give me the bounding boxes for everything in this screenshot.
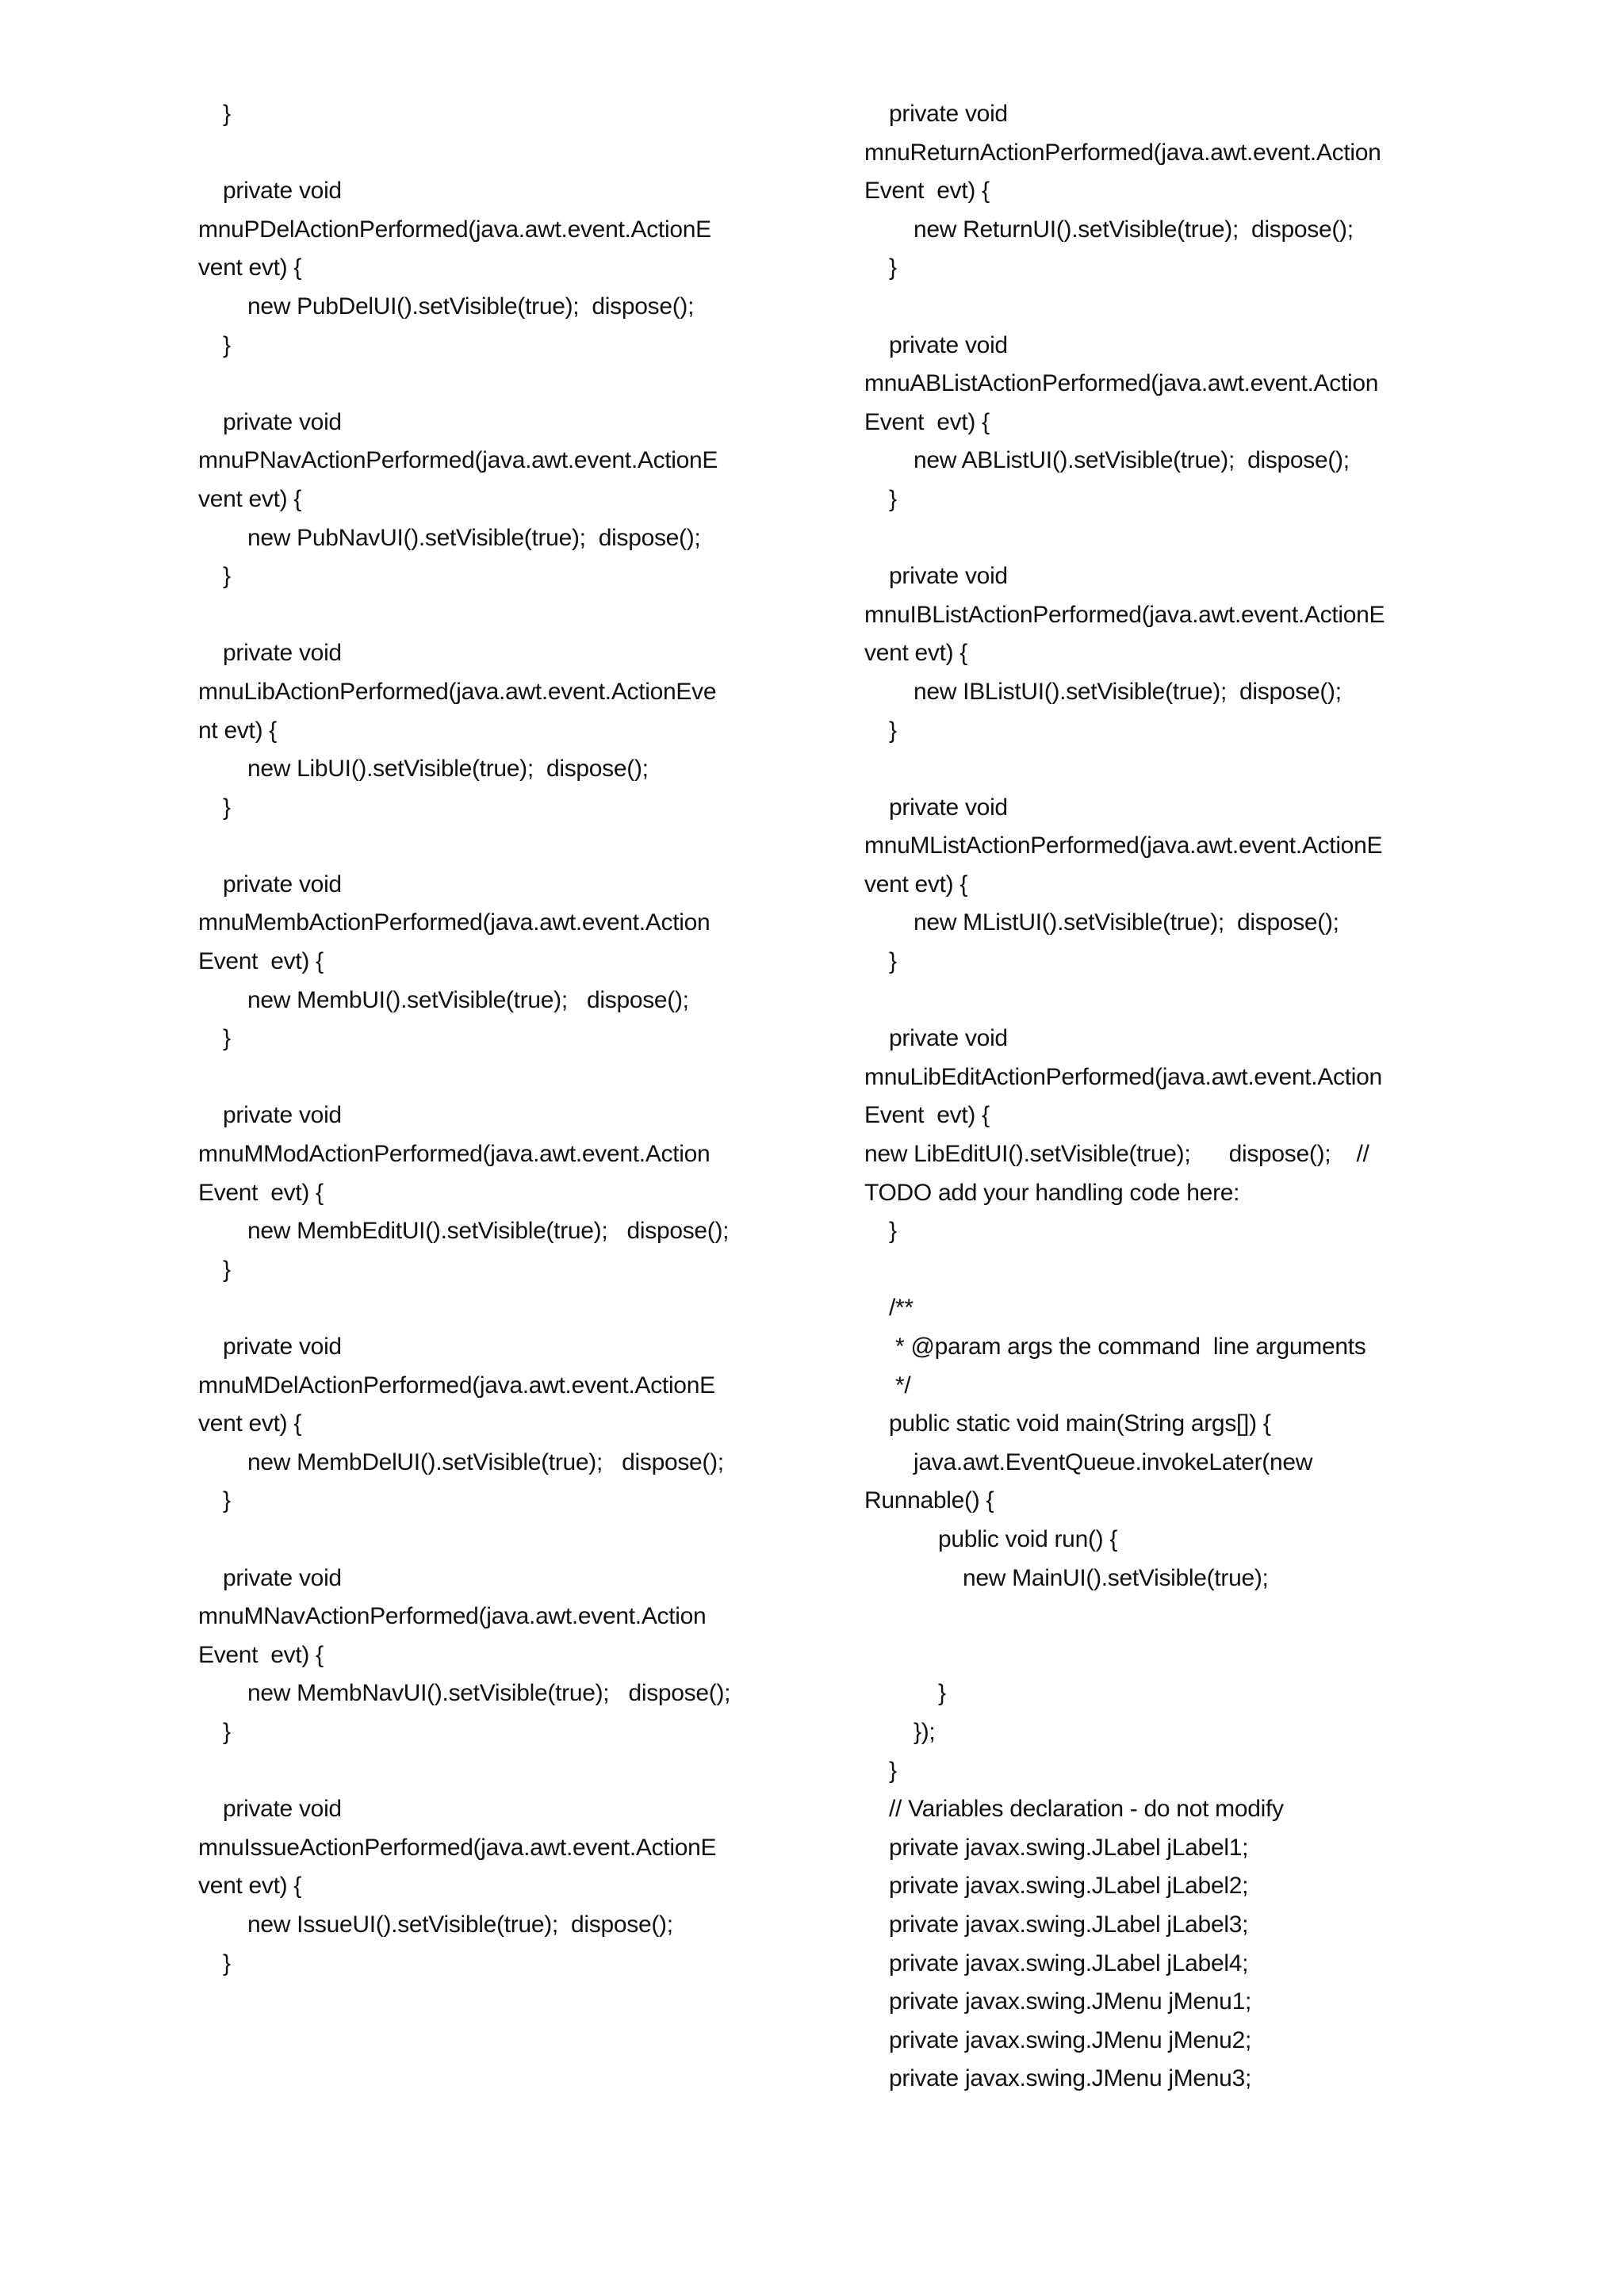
blank-line	[198, 365, 769, 404]
code-line: private void	[889, 331, 1008, 358]
code-line: vent evt) {	[198, 254, 302, 281]
code-line: vent evt) {	[864, 871, 968, 897]
code-line: new MainUI().setVisible(true);	[963, 1564, 1269, 1591]
code-line: }	[223, 563, 231, 590]
blank-line	[198, 1058, 769, 1097]
blank-line	[198, 134, 769, 173]
code-line: public void run() {	[938, 1525, 1118, 1552]
code-line: }	[889, 1218, 897, 1245]
code-line: Event evt) {	[864, 178, 990, 205]
code-line: private void	[223, 408, 342, 435]
code-line: private void	[223, 871, 342, 897]
code-line: new IssueUI().setVisible(true); dispose();	[247, 1911, 673, 1938]
code-line: new MembDelUI().setVisible(true); dispose();	[247, 1448, 724, 1475]
code-line: mnuMListActionPerformed(java.awt.event.ActionE	[864, 832, 1383, 859]
code-line: private javax.swing.JLabel jLabel2;	[889, 1873, 1249, 1900]
code-line: }	[223, 1487, 231, 1514]
code-line: mnuLibActionPerformed(java.awt.event.ActionEve	[198, 678, 717, 705]
code-line: mnuMNavActionPerformed(java.awt.event.Action	[198, 1603, 707, 1630]
blank-line	[864, 982, 1443, 1020]
blank-line	[864, 288, 1443, 327]
code-line: new LibUI().setVisible(true); dispose();	[247, 756, 649, 783]
code-line: });	[914, 1718, 936, 1745]
code-line: }	[223, 1025, 231, 1052]
code-line: }	[889, 254, 897, 281]
blank-line	[198, 1752, 769, 1791]
code-line: /**	[889, 1295, 914, 1322]
blank-line	[864, 1598, 1443, 1636]
code-line: vent evt) {	[198, 1873, 302, 1900]
code-line: new IBListUI().setVisible(true); dispose();	[914, 678, 1342, 705]
code-line: mnuPNavActionPerformed(java.awt.event.ActionE	[198, 447, 718, 474]
code-line: mnuReturnActionPerformed(java.awt.event.Action	[864, 139, 1381, 166]
code-line: mnuIBListActionPerformed(java.awt.event.ActionE	[864, 601, 1385, 628]
code-line: private javax.swing.JLabel jLabel4;	[889, 1950, 1249, 1976]
code-line: }	[223, 101, 231, 127]
code-line: new PubDelUI().setVisible(true); dispose();	[247, 293, 695, 320]
code-line: new LibEditUI().setVisible(true); dispose(); //	[864, 1141, 1369, 1168]
code-line: TODO add your handling code here:	[864, 1179, 1240, 1206]
code-line: vent evt) {	[198, 1410, 302, 1437]
code-line: }	[889, 717, 897, 744]
blank-line	[198, 596, 769, 635]
code-line: private javax.swing.JMenu jMenu3;	[889, 2065, 1251, 2092]
blank-line	[198, 1289, 769, 1328]
code-line: Event evt) {	[198, 1179, 324, 1206]
code-line: mnuMModActionPerformed(java.awt.event.Action	[198, 1141, 710, 1168]
code-line: private javax.swing.JMenu jMenu2;	[889, 2026, 1251, 2053]
code-line: mnuLibEditActionPerformed(java.awt.event.Action	[864, 1063, 1382, 1090]
code-line: Event evt) {	[198, 1641, 324, 1668]
code-line: private void	[889, 563, 1008, 590]
code-line: vent evt) {	[864, 640, 968, 667]
blank-line	[864, 750, 1443, 789]
blank-line	[198, 827, 769, 866]
code-line: nt evt) {	[198, 717, 278, 744]
code-line: Event evt) {	[864, 1102, 990, 1129]
code-line: private void	[223, 1334, 342, 1360]
code-line: mnuMembActionPerformed(java.awt.event.Action	[198, 909, 710, 936]
code-line: }	[223, 1256, 231, 1283]
code-line: Event evt) {	[864, 408, 990, 435]
code-line: private void	[223, 1564, 342, 1591]
code-line: }	[889, 1757, 897, 1784]
code-line: }	[223, 794, 231, 821]
code-line: new ReturnUI().setVisible(true); dispose();	[914, 216, 1354, 243]
code-line: private void	[223, 1102, 342, 1129]
right-code-column	[864, 95, 1443, 2099]
code-line: }	[889, 948, 897, 975]
code-line: new MListUI().setVisible(true); dispose();	[914, 909, 1339, 936]
code-line: private void	[223, 1796, 342, 1823]
code-line: * @param args the command line arguments	[889, 1334, 1366, 1360]
code-line: // Variables declaration - do not modify	[889, 1796, 1284, 1823]
code-line: private void	[889, 101, 1008, 127]
code-line: private javax.swing.JMenu jMenu1;	[889, 1988, 1251, 2015]
code-line: vent evt) {	[198, 485, 302, 512]
blank-line	[864, 519, 1443, 558]
code-line: private javax.swing.JLabel jLabel1;	[889, 1834, 1249, 1861]
blank-line	[864, 1251, 1443, 1290]
code-line: new PubNavUI().setVisible(true); dispose();	[247, 524, 701, 551]
blank-line	[198, 1521, 769, 1559]
code-line: mnuMDelActionPerformed(java.awt.event.ActionE	[198, 1372, 715, 1399]
code-line: }	[223, 1718, 231, 1745]
code-line: java.awt.EventQueue.invokeLater(new	[914, 1448, 1313, 1475]
code-line: }	[938, 1680, 946, 1707]
code-line: Runnable() {	[864, 1487, 994, 1514]
code-line: }	[889, 485, 897, 512]
code-line: private void	[889, 1025, 1008, 1052]
code-line: private void	[223, 178, 342, 205]
code-line: private void	[223, 640, 342, 667]
code-line: new ABListUI().setVisible(true); dispose();	[914, 447, 1350, 474]
code-line: mnuABListActionPerformed(java.awt.event.Action	[864, 370, 1379, 397]
code-line: new MembEditUI().setVisible(true); dispose();	[247, 1218, 730, 1245]
blank-line	[864, 1636, 1443, 1675]
code-line: public static void main(String args[]) {	[889, 1410, 1271, 1437]
code-line: }	[223, 331, 231, 358]
code-line: }	[223, 1950, 231, 1976]
code-line: new MembNavUI().setVisible(true); dispose();	[247, 1680, 731, 1707]
left-code-column	[198, 95, 769, 1983]
code-line: mnuIssueActionPerformed(java.awt.event.ActionE	[198, 1834, 717, 1861]
code-line: private javax.swing.JLabel jLabel3;	[889, 1911, 1249, 1938]
code-line: private void	[889, 794, 1008, 821]
code-line: */	[889, 1372, 911, 1399]
code-line: Event evt) {	[198, 948, 324, 975]
code-line: mnuPDelActionPerformed(java.awt.event.ActionE	[198, 216, 711, 243]
code-line: new MembUI().setVisible(true); dispose();	[247, 986, 689, 1013]
